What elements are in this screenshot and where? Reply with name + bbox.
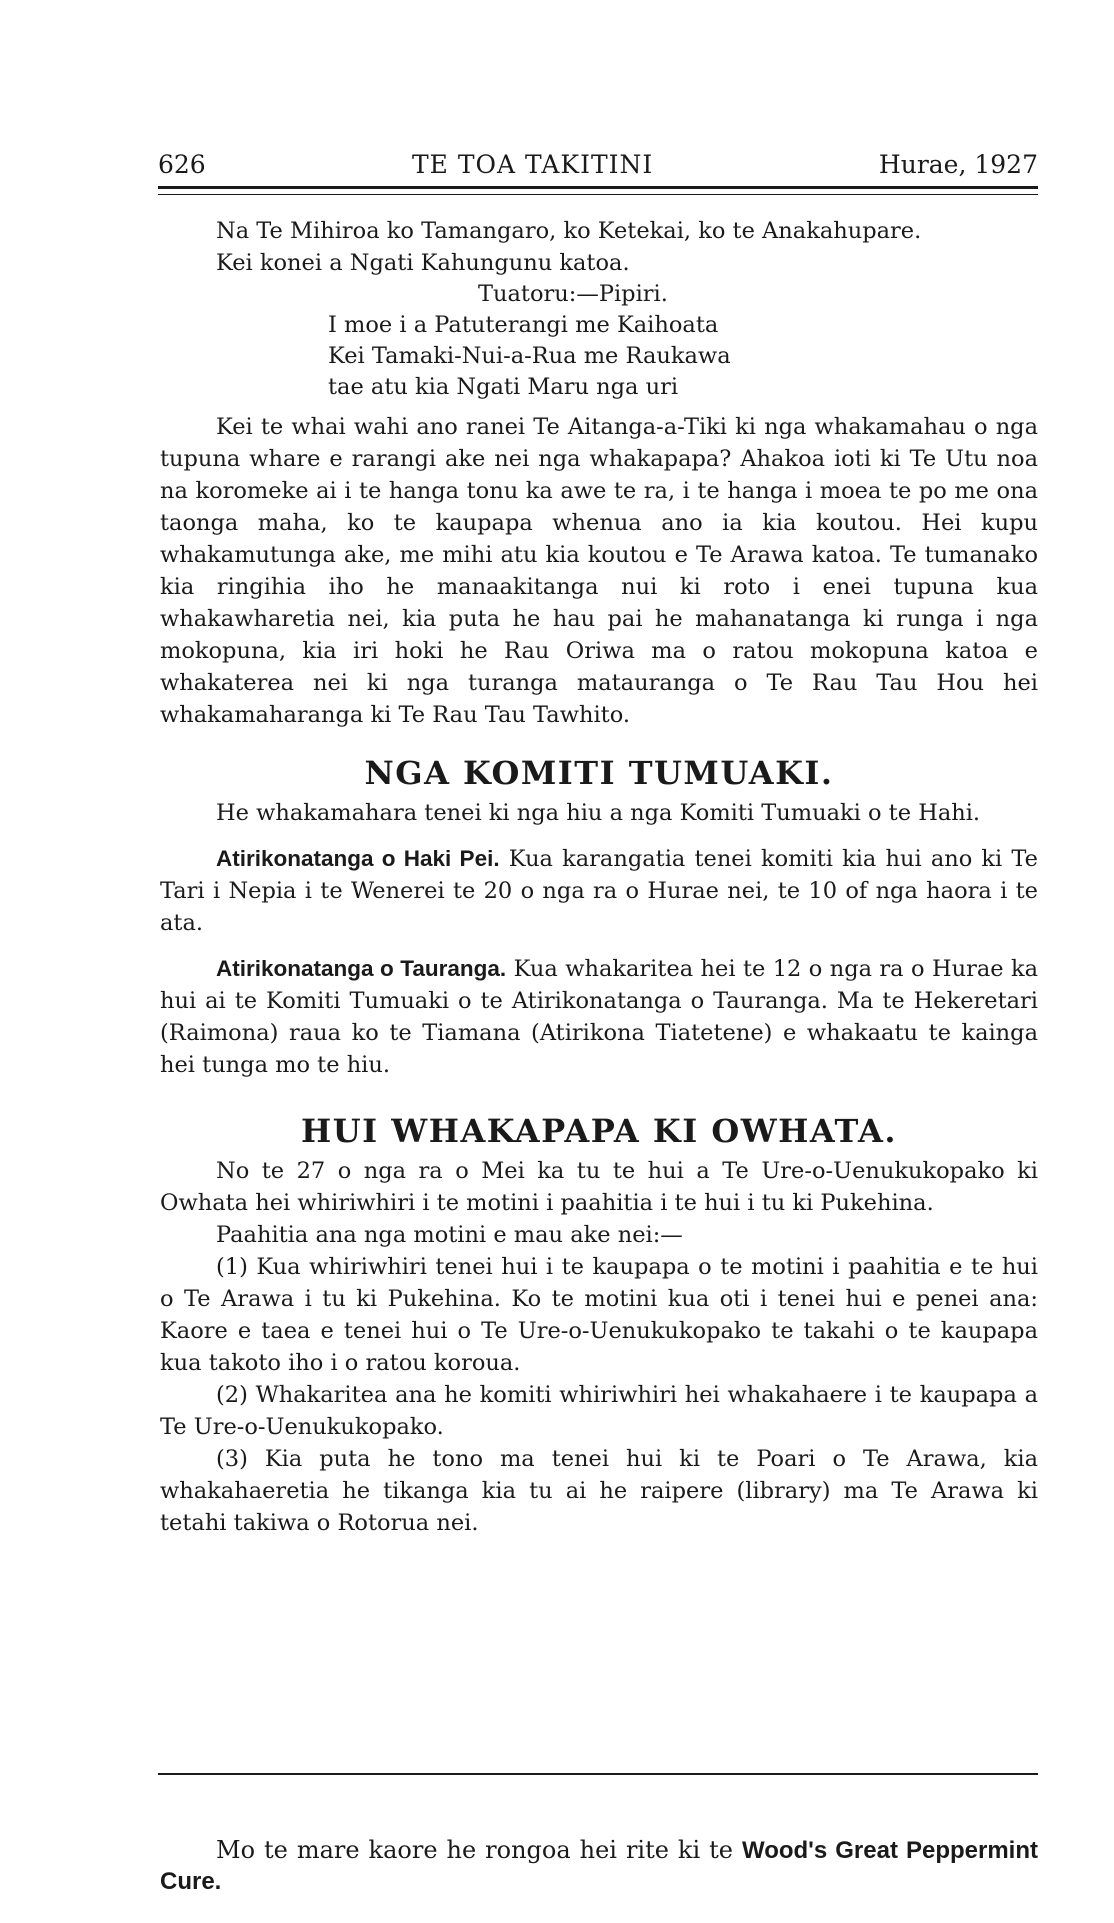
advert-product: Wood's Great Peppermint Cure.	[160, 1837, 1038, 1895]
section2-intro: No te 27 o nga ra o Mei ka tu te hui a Te Ure-o-Uenukukopako ki Owhata hei whiriwhiri i te motini i paahitia i te hui i tu ki Pukehina.	[160, 1158, 1038, 1216]
item-text: Kua karangatia tenei komiti kia hui ano ki Te Tari i Nepia i te Wenerei te 20 o nga ra o Hurae nei, te 10 of nga haora i te ata.	[160, 846, 1038, 936]
issue-date: Hurae, 1927	[878, 150, 1038, 179]
section-title-komiti: NGA KOMITI TUMUAKI.	[364, 754, 834, 792]
advert	[160, 1835, 1038, 1897]
item-label: Atirikonatanga o Haki Pei.	[216, 846, 500, 871]
page-header	[158, 150, 1038, 190]
section1-item-haki-pei	[160, 843, 1038, 939]
motion-3: (3) Kia puta he tono ma tenei hui ki te Poari o Te Arawa, kia whakahaeretia he tikanga kia tu ai he raipere (library) ma Te Arawa ki tetahi takiwa o Rotorua nei.	[160, 1446, 1038, 1536]
motion-2: (2) Whakaritea ana he komiti whiriwhiri hei whakahaere i te kaupapa a Te Ure-o-Uenukukopako.	[160, 1382, 1038, 1440]
section-title-hui: HUI WHAKAPAPA KI OWHATA.	[301, 1112, 897, 1150]
intro-line-2: Kei konei a Ngati Kahungunu katoa.	[216, 250, 630, 276]
journal-title: TE TOA TAKITINI	[412, 150, 654, 179]
verse-block	[160, 279, 1038, 403]
item-label: Atirikonatanga o Tauranga.	[216, 956, 507, 981]
verse-line-2: Kei Tamaki-Nui-a-Rua me Raukawa	[328, 343, 731, 369]
main-paragraph: Kei te whai wahi ano ranei Te Aitanga-a-Tiki ki nga whakamahau o nga tupuna whare e rarangi ake nei nga whakapapa? Ahakoa ioti ki Te Utu noa na koromeke ai i te hanga tonu ka awe te ra, i te hanga i moea te po me ona taonga maha, ko te kaupapa whenua ano ia kia koutou. Hei kupu whakamutunga ake, me mihi atu kia koutou e Te Arawa katoa. Te tumanako kia ringihia iho he manaakitanga nui ki roto i enei tupuna kua whakawharetia nei, kia puta he hau pai he mahanatanga ki runga i nga mokopuna, kia iri hoki he Rau Oriwa ma o ratou mokopuna katoa e whakaterea nei ki nga turanga matauranga o Te Rau Tau Hou hei whakamaharanga ki Te Rau Tau Tawhito.	[160, 414, 1038, 728]
page-number: 626	[158, 150, 206, 179]
verse-line-3: tae atu kia Ngati Maru nga uri	[328, 374, 679, 400]
motion-1: (1) Kua whiriwhiri tenei hui i te kaupapa o te motini i paahitia e te hui o Te Arawa i tu ki Pukehina. Ko te motini kua oti i tenei hui e penei ana: Kaore e taea e tenei hui o Te Ure-o-Uenukukopako te takahi o te kaupapa kua takoto iho i o ratou koroua.	[160, 1254, 1038, 1376]
section1-item-tauranga	[160, 953, 1038, 1081]
advert-text: Mo te mare kaore he rongoa hei rite ki te	[216, 1836, 733, 1864]
item-text: Kua whakaritea hei te 12 o nga ra o Hurae ka hui ai te Komiti Tumuaki o te Atirikonatanga o Tauranga. Ma te Hekeretari (Raimona) raua ko te Tiamana (Atirikona Tiatetene) e whakaatu te kainga hei tunga mo te hiu.	[160, 956, 1039, 1078]
section2-lead: Paahitia ana nga motini e mau ake nei:—	[216, 1222, 683, 1248]
verse-heading: Tuatoru:—Pipiri.	[478, 281, 668, 307]
article-body	[160, 215, 1038, 1539]
section1-intro: He whakamahara tenei ki nga hiu a nga Komiti Tumuaki o te Hahi.	[216, 800, 981, 826]
intro-line-1: Na Te Mihiroa ko Tamangaro, ko Ketekai, ko te Anakahupare.	[216, 218, 922, 244]
footer-rule	[158, 1773, 1038, 1775]
header-rule	[158, 186, 1038, 195]
verse-line-1: I moe i a Patuterangi me Kaihoata	[328, 312, 719, 338]
